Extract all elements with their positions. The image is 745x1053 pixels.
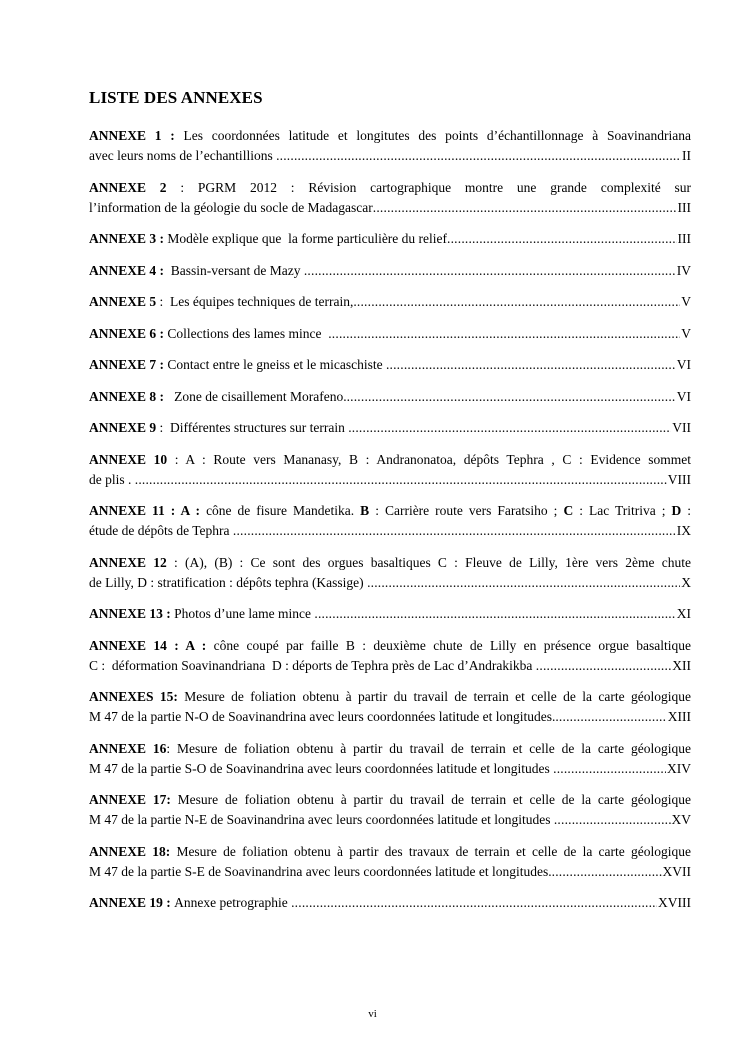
annex-entry-line (89, 198, 691, 218)
annex-entry-line (89, 862, 691, 882)
annex-text: : Lac Tritriva ; (573, 503, 672, 518)
dot-leader (373, 198, 677, 218)
annex-label: C (563, 503, 574, 518)
annex-label: ANNEXE 4 : (89, 262, 171, 278)
annex-entry-line (89, 707, 691, 727)
annex-entry-line (89, 261, 691, 281)
annex-text: Mesure de foliation obtenu à partir du travail de terrain et celle de la carte géologique (184, 689, 691, 704)
annex-text: : Mesure de foliation obtenu à partir du travail de terrain et celle de la carte géologique (166, 740, 691, 756)
annex-text: étude de dépôts de Tephra (89, 523, 233, 538)
annex-entry-line (89, 842, 691, 862)
annex-label: ANNEXE 3 : (89, 231, 168, 246)
annex-label: ANNEXE 12 (89, 554, 167, 570)
annex-entry[interactable] (89, 790, 691, 830)
dot-leader (347, 387, 676, 407)
annex-entry[interactable] (89, 178, 691, 218)
annex-label: B (360, 503, 370, 518)
annex-label: ANNEXE 14 : A : (89, 637, 214, 653)
dot-leader (353, 292, 680, 312)
annex-text: de Lilly, D : stratification : dépôts tephra (Kassige) (89, 574, 368, 590)
annex-label: ANNEXE 2 (89, 179, 167, 195)
annex-label: ANNEXE 16 (89, 740, 167, 756)
annex-page-ref[interactable]: XIII (667, 709, 691, 724)
dot-leader (554, 810, 671, 830)
annex-entry[interactable] (89, 739, 691, 779)
annex-text: avec leurs noms de l’echantillions (89, 148, 277, 163)
dot-leader (276, 146, 681, 166)
annex-text: : Les équipes techniques de terrain, (156, 294, 354, 309)
annex-page-ref[interactable]: VI (676, 357, 691, 372)
annex-label: ANNEXE 5 (89, 294, 157, 309)
annex-text: cône coupé par faille B : deuxième chute de Lilly en présence orgue basaltique (213, 637, 691, 653)
annex-text: : (681, 503, 691, 518)
annex-page-ref[interactable]: III (677, 199, 691, 215)
annex-text: Mesure de foliation obtenu à partir des travaux de terrain et celle de la carte géologique (176, 843, 691, 859)
annex-entry-line (89, 810, 691, 830)
annex-text: Mesure de foliation obtenu à partir du travail de terrain et celle de la carte géologique (177, 792, 691, 807)
page-number: vi (368, 1008, 377, 1020)
annex-entry-line (89, 292, 691, 312)
annex-text: M 47 de la partie S-O de Soavinandrina avec leurs coordonnées latitude et longitudes (89, 760, 554, 776)
annex-label: ANNEXE 11 : A : (89, 503, 207, 518)
annex-page-ref[interactable]: XV (671, 812, 691, 827)
annex-text: Zone de cisaillement Morafeno. (174, 388, 347, 404)
annex-entry[interactable] (89, 292, 691, 312)
annex-text: Annexe petrographie (174, 895, 292, 910)
annex-page-ref[interactable]: V (681, 325, 691, 341)
annex-text: : Carrière route vers Faratsiho ; (369, 503, 564, 518)
dot-leader (348, 418, 671, 438)
annex-entry-line (89, 418, 691, 438)
annex-page-ref[interactable]: VI (676, 388, 691, 404)
annex-label: D (671, 503, 682, 518)
annex-entry[interactable] (89, 687, 691, 727)
annex-page-ref[interactable]: XVIII (658, 895, 691, 910)
annex-text: : A : Route vers Mananasy, B : Andranonatoa, dépôts Tephra , C : Evidence sommet (167, 451, 691, 467)
annex-text: : (A), (B) : Ce sont des orgues basaltiques C : Fleuve de Lilly, 1ère vers 2ème chute (166, 554, 691, 570)
annex-text: Bassin-versant de Mazy (170, 262, 304, 278)
annex-entry-line (89, 450, 691, 470)
annex-entry-line (89, 521, 691, 541)
annex-entry-line (89, 126, 691, 146)
dot-leader (552, 862, 662, 882)
annex-entry-line (89, 229, 691, 249)
annex-label: ANNEXE 9 (89, 420, 157, 435)
annex-entry-line (89, 387, 691, 407)
annex-page-ref[interactable]: XIV (667, 760, 691, 776)
annex-page-ref[interactable]: X (681, 574, 691, 590)
annex-entry[interactable] (89, 842, 691, 882)
annex-entry-line (89, 553, 691, 573)
annex-entry[interactable] (89, 324, 691, 344)
dot-leader (386, 355, 676, 375)
annex-text: : PGRM 2012 : Révision cartographique montre une grande complexité sur (166, 179, 691, 195)
annex-list (89, 126, 691, 925)
annex-text: M 47 de la partie N-O de Soavinandrina avec leurs coordonnées latitude et longitudes. (89, 709, 556, 724)
annex-entry-line (89, 470, 691, 490)
dot-leader (328, 324, 680, 344)
annex-entry-line (89, 573, 691, 593)
annex-entry-line (89, 739, 691, 759)
annex-entry[interactable] (89, 604, 691, 624)
annex-page-ref[interactable]: IV (676, 262, 691, 278)
annex-text: : Différentes structures sur terrain (156, 420, 349, 435)
annex-page-ref[interactable]: III (677, 231, 691, 246)
annex-page-ref[interactable]: IX (676, 523, 691, 538)
annex-label: ANNEXE 8 : (89, 388, 175, 404)
annex-text: cône de fisure Mandetika. (206, 503, 361, 518)
annex-entry-line (89, 355, 691, 375)
annex-text: de plis . (89, 471, 135, 487)
annex-label: ANNEXE 18: (89, 843, 177, 859)
dot-leader (536, 656, 671, 676)
annex-text: C : déformation Soavinandriana D : déports de Tephra près de Lac d’Andrakikba (89, 657, 536, 673)
annex-text: M 47 de la partie N-E de Soavinandrina avec leurs coordonnées latitude et longitudes (89, 812, 554, 827)
dot-leader (367, 573, 680, 593)
annex-entry-line (89, 178, 691, 198)
annex-entry-line (89, 687, 691, 707)
annex-entry[interactable] (89, 229, 691, 249)
annex-entry[interactable] (89, 387, 691, 407)
annex-text: Contact entre le gneiss et le micaschiste (167, 357, 386, 372)
annex-label: ANNEXE 7 : (89, 357, 168, 372)
annex-entry-line (89, 604, 691, 624)
dot-leader (314, 604, 675, 624)
page-title: LISTE DES ANNEXES (89, 88, 263, 107)
annex-label: ANNEXE 1 : (89, 128, 184, 143)
annex-entry-line (89, 501, 691, 521)
annex-page-ref[interactable]: XVII (662, 863, 691, 879)
annex-text: Modèle explique que la forme particulière du relief (167, 231, 448, 246)
annex-entry[interactable] (89, 501, 691, 541)
annex-page-ref[interactable]: XI (676, 606, 691, 621)
annex-entry[interactable] (89, 355, 691, 375)
annex-entry-line (89, 324, 691, 344)
annex-label: ANNEXE 13 : (89, 606, 175, 621)
annex-entry[interactable] (89, 261, 691, 281)
annex-label: ANNEXE 17: (89, 792, 178, 807)
dot-leader (233, 521, 676, 541)
annex-page-ref[interactable]: II (682, 148, 691, 163)
dot-leader (291, 893, 657, 913)
annex-page-ref[interactable]: XII (672, 657, 691, 673)
annex-label: ANNEXES 15: (89, 689, 185, 704)
annex-entry-line (89, 146, 691, 166)
annex-entry[interactable] (89, 636, 691, 676)
annex-label: ANNEXE 10 (89, 451, 168, 467)
dot-leader (553, 759, 666, 779)
annex-text: Photos d’une lame mince (174, 606, 315, 621)
annex-entry-line (89, 759, 691, 779)
annex-entry-line (89, 893, 691, 913)
annex-entry[interactable] (89, 893, 691, 913)
annex-page-ref[interactable]: V (681, 294, 691, 309)
annex-page-ref[interactable]: VIII (667, 471, 691, 487)
annex-entry[interactable] (89, 450, 691, 490)
annex-entry[interactable] (89, 126, 691, 166)
dot-leader (304, 261, 676, 281)
annex-text: M 47 de la partie S-E de Soavinandrina avec leurs coordonnées latitude et longitudes. (89, 863, 552, 879)
annex-entry[interactable] (89, 553, 691, 593)
dot-leader (135, 470, 667, 490)
annex-page-ref[interactable]: VII (672, 420, 691, 435)
annex-entry-line (89, 656, 691, 676)
annex-entry[interactable] (89, 418, 691, 438)
annex-text: Collections des lames mince (167, 325, 329, 341)
annex-text: Les coordonnées latitude et longitutes des points d’échantillonnage à Soavinandriana (183, 128, 691, 143)
annex-entry-line (89, 636, 691, 656)
annex-text: l’information de la géologie du socle de Madagascar (89, 199, 373, 215)
annex-label: ANNEXE 19 : (89, 895, 175, 910)
annex-label: ANNEXE 6 : (89, 325, 168, 341)
annex-entry-line (89, 790, 691, 810)
dot-leader (447, 229, 676, 249)
dot-leader (555, 707, 666, 727)
